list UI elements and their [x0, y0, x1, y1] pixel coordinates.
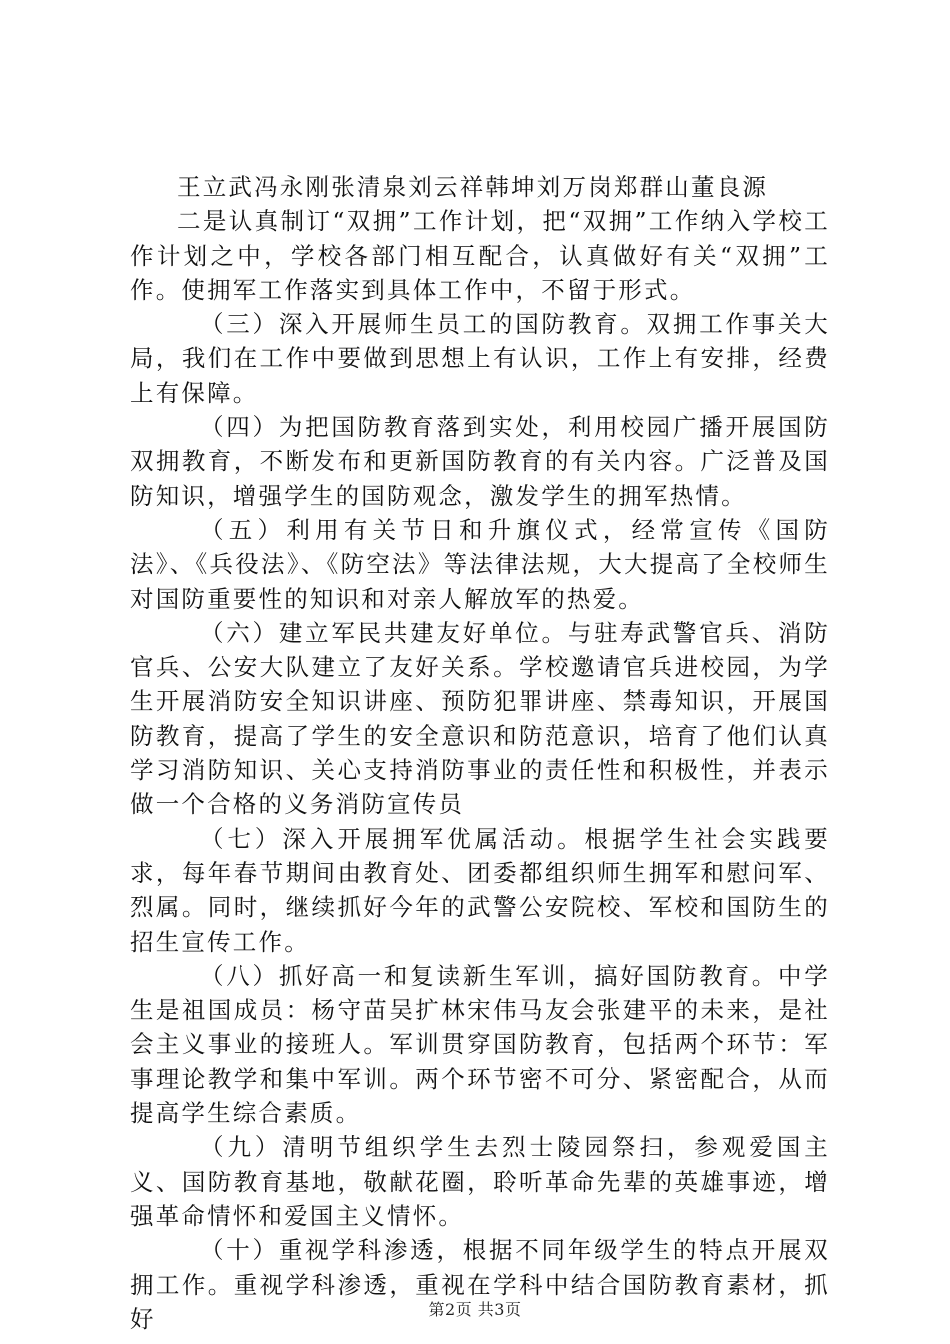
paragraph-item-9: （九）清明节组织学生去烈士陵园祭扫，参观爱国主义、国防教育基地，敬献花圈，聆听革命先辈的英雄事迹，增强革命情怀和爱国主义情怀。 — [130, 1133, 830, 1230]
paragraph-item-4: （四）为把国防教育落到实处，利用校园广播开展国防双拥教育，不断发布和更新国防教育的有关内容。广泛普及国防知识，增强学生的国防观念，激发学生的拥军热情。 — [130, 413, 830, 510]
paragraph-item-6: （六）建立军民共建友好单位。与驻寿武警官兵、消防官兵、公安大队建立了友好关系。学校邀请官兵进校园，为学生开展消防安全知识讲座、预防犯罪讲座、禁毒知识，开展国防教育，提高了学生的安全意识和防范意识，培育了他们认真学习消防知识、关心支持消防事业的责任性和积极性，并表示做一个合格的义务消防宣传员 — [130, 618, 830, 819]
paragraph-item-3: （三）深入开展师生员工的国防教育。双拥工作事关大局，我们在工作中要做到思想上有认识，工作上有安排，经费上有保障。 — [130, 310, 830, 407]
paragraph-item-8: （八）抓好高一和复读新生军训，搞好国防教育。中学生是祖国成员：杨守苗吴扩林宋伟马友会张建平的未来，是社会主义事业的接班人。军训贯穿国防教育，包括两个环节：军事理论教学和集中军训。两个环节密不可分、紧密配合，从而提高学生综合素质。 — [130, 961, 830, 1128]
paragraph-plan: 二是认真制订“双拥”工作计划，把“双拥”工作纳入学校工作计划之中，学校各部门相互配合，认真做好有关“双拥”工作。使拥军工作落实到具体工作中，不留于形式。 — [130, 207, 830, 304]
paragraph-item-5: （五）利用有关节日和升旗仪式，经常宣传《国防法》、《兵役法》、《防空法》等法律法规，大大提高了全校师生对国防重要性的知识和对亲人解放军的热爱。 — [130, 515, 830, 613]
paragraph-names-list: 王立武冯永刚张清泉刘云祥韩坤刘万岗郑群山董良源 — [177, 173, 769, 201]
paragraph-item-10: （十）重视学科渗透，根据不同年级学生的特点开展双拥工作。重视学科渗透，重视在学科中结合国防教育素材，抓好 — [130, 1236, 830, 1333]
document-body — [130, 170, 830, 1336]
page-number-footer: 第2页 共3页 — [428, 1300, 522, 1319]
paragraph-item-7: （七）深入开展拥军优属活动。根据学生社会实践要求，每年春节期间由教育处、团委都组织师生拥军和慰问军、烈属。同时，继续抓好今年的武警公安院校、军校和国防生的招生宣传工作。 — [130, 824, 830, 956]
